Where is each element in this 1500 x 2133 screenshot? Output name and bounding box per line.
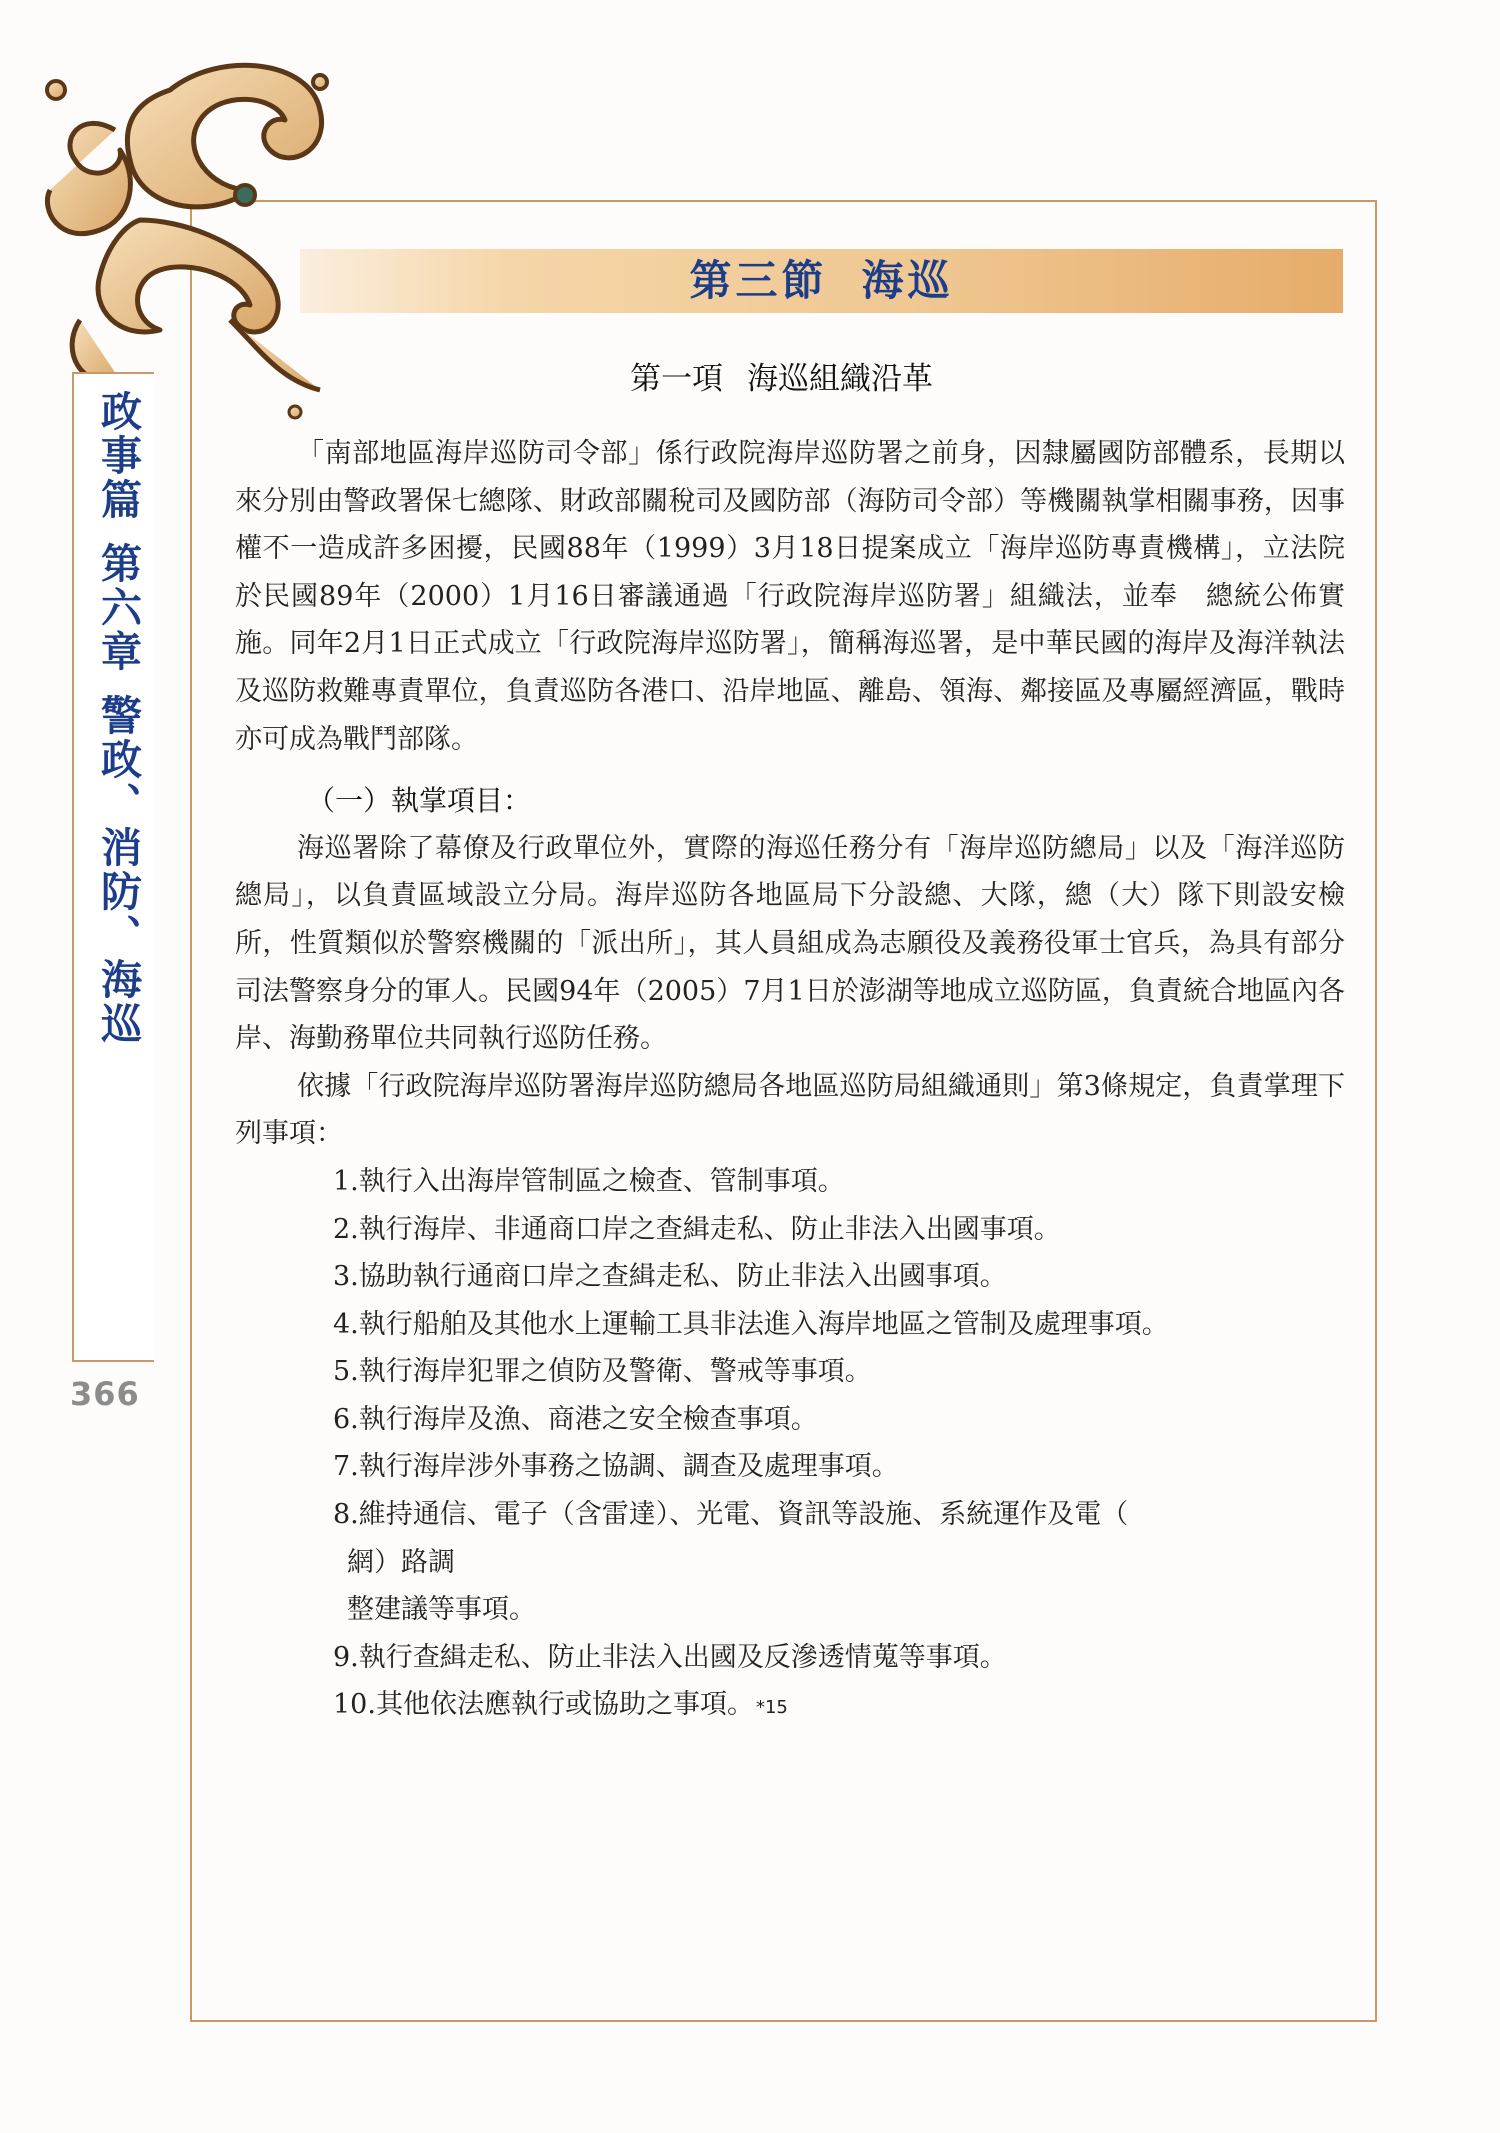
list-item-continuation: 整建議等事項。 [347,1594,536,1626]
list-item: 7.執行海岸涉外事務之協調、調查及處理事項。 [333,1451,899,1483]
side-chapter: 第六章 [94,542,142,674]
side-chapter-label [80,390,150,1046]
list-item-text: 10.其他依法應執行或協助之事項。 [333,1689,754,1721]
subhead: （一）執掌項目： [307,784,532,818]
list-item-continuation: 網）路調 [347,1546,455,1578]
section-title [300,249,1343,313]
section-number: 第三節 [689,256,828,305]
subsection-name: 海巡組織沿革 [747,361,933,397]
paragraph: 海巡署除了幕僚及行政單位外，實際的海巡任務分有「海岸巡防總局」以及「海洋巡防總局」，以負責區域設立分局。海岸巡防各地區局下分設總、大隊，總（大）隊下則設安檢所，性質類似於警察機關的「派出所」，其人員組成為志願役及義務役軍士官兵，為具有部分司法警察身分的軍人。民國94年（2005）7月1日於澎湖等地成立巡防區，負責統合地區內各岸、海勤務單位共同執行巡防任務。 [235,832,1345,1055]
page-number: 366 [70,1375,140,1413]
list-item: 5.執行海岸犯罪之偵防及警衛、警戒等事項。 [333,1356,872,1388]
subsection-title [190,353,1373,398]
list-item: 4.執行船舶及其他水上運輸工具非法進入海岸地區之管制及處理事項。 [333,1308,1169,1340]
body-text [235,430,1345,1732]
section-name: 海巡 [861,256,954,305]
subsection-number: 第一項 [630,361,723,397]
list-item: 1.執行入出海岸管制區之檢查、管制事項。 [333,1165,845,1197]
side-part: 政事篇 [94,390,142,522]
paragraph: 「南部地區海岸巡防司令部」係行政院海岸巡防署之前身，因隸屬國防部體系，長期以來分別由警政署保七總隊、財政部關稅司及國防部（海防司令部）等機關執掌相關事務，因事權不一造成許多困擾，民國88年（1999）3月18日提案成立「海岸巡防專責機構」，立法院於民國89年（2000）1月16日審議通過「行政院海岸巡防署」組織法，並奉 總統公佈實施。同年2月1日正式成立「行政院海岸巡防署」，簡稱海巡署，是中華民國的海岸及海洋執法及巡防救難專責單位，負責巡防各港口、沿岸地區、離島、領海、鄰接區及專屬經濟區，戰時亦可成為戰鬥部隊。 [235,438,1345,755]
list-item: 8.維持通信、電子（含雷達）、光電、資訊等設施、系統運作及電（ [333,1499,1129,1531]
list-item-last [333,1681,1345,1732]
list-item: 3.協助執行通商口岸之查緝走私、防止非法入出國事項。 [333,1261,1007,1293]
list-item: 6.執行海岸及漁、商港之安全檢查事項。 [333,1403,818,1435]
footnote-ref: *15 [755,1697,788,1719]
paragraph: 依據「行政院海岸巡防署海岸巡防總局各地區巡防局組織通則」第3條規定，負責掌理下列事項： [235,1070,1345,1150]
list-item: 9.執行查緝走私、防止非法入出國及反滲透情蒐等事項。 [333,1641,1007,1673]
duty-list [235,1158,1345,1732]
side-topic: 警政、消防、海巡 [94,694,142,1046]
list-item: 2.執行海岸、非通商口岸之查緝走私、防止非法入出國事項。 [333,1213,1061,1245]
